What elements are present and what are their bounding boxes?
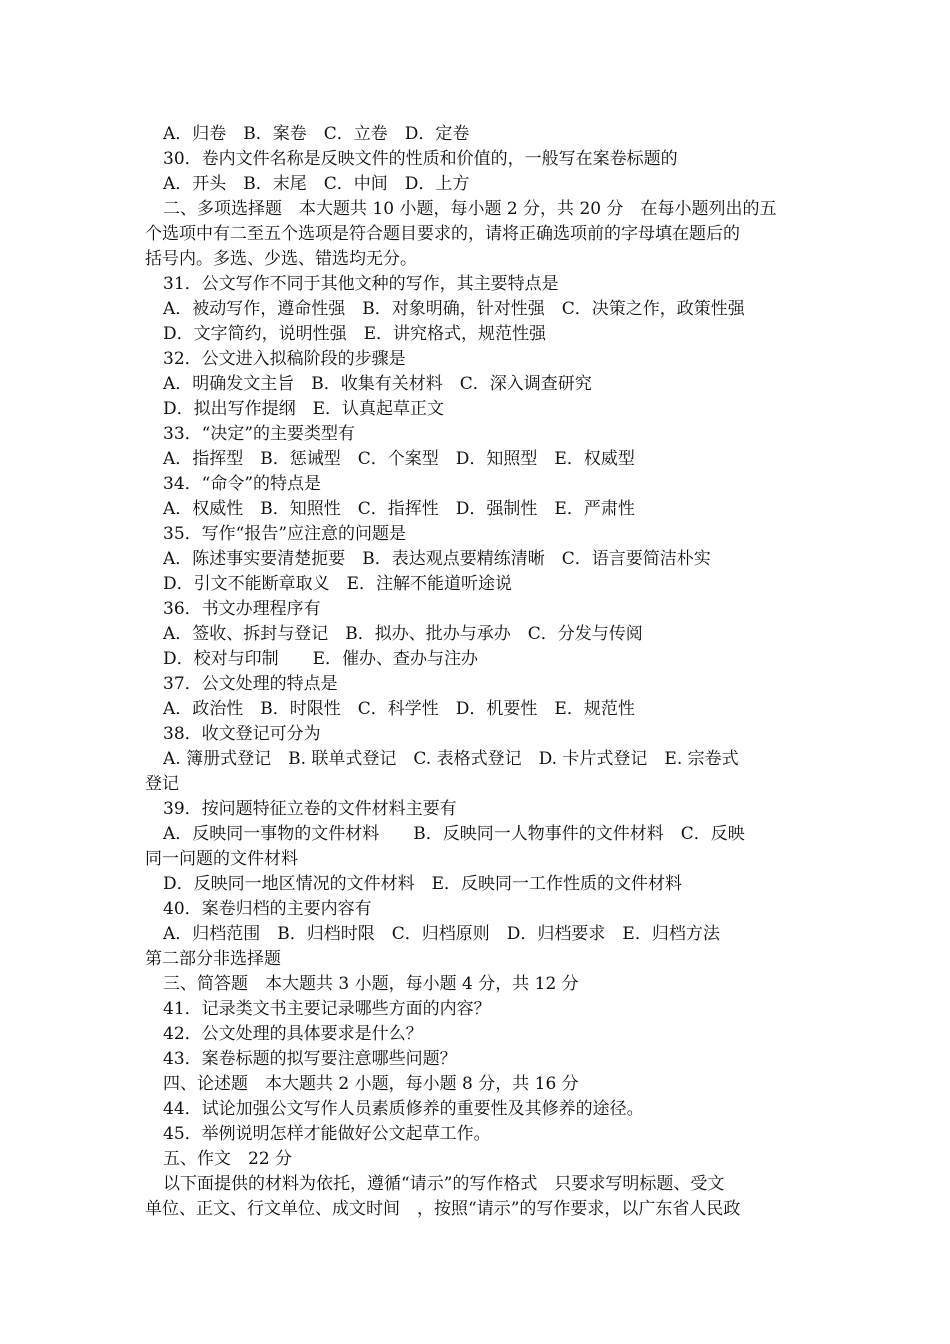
text-line: A．陈述事实要清楚扼要 B．表达观点要精练清晰 C．语言要简洁朴实 bbox=[163, 549, 711, 569]
text-line: D．引文不能断章取义 E．注解不能道听途说 bbox=[163, 574, 513, 594]
text-line: A. 簿册式登记 B. 联单式登记 C. 表格式登记 D. 卡片式登记 E. 宗卷式 bbox=[163, 749, 739, 769]
text-line: 32．公文进入拟稿阶段的步骤是 bbox=[163, 349, 406, 369]
text-line: 个选项中有二至五个选项是符合题目要求的，请将正确选项前的字母填在题后的 bbox=[145, 224, 740, 244]
text-line: A．反映同一事物的文件材料 B．反映同一人物事件的文件材料 C．反映 bbox=[163, 824, 745, 844]
text-line: 37．公文处理的特点是 bbox=[163, 674, 338, 694]
text-line: D．拟出写作提纲 E．认真起草正文 bbox=[163, 399, 445, 419]
text-line: 30．卷内文件名称是反映文件的性质和价值的，一般写在案卷标题的 bbox=[163, 149, 678, 169]
document-page bbox=[145, 122, 810, 1222]
text-line: A．归档范围 B．归档时限 C．归档原则 D．归档要求 E．归档方法 bbox=[163, 924, 720, 944]
text-line: A．权威性 B．知照性 C．指挥性 D．强制性 E．严肃性 bbox=[163, 499, 635, 519]
text-line: 以下面提供的材料为依托，遵循“请示”的写作格式 只要求写明标题、受文 bbox=[163, 1174, 725, 1194]
text-line: 四、论述题 本大题共 2 小题，每小题 8 分，共 16 分 bbox=[163, 1074, 579, 1094]
text-line: A．政治性 B．时限性 C．科学性 D．机要性 E．规范性 bbox=[163, 699, 635, 719]
text-line: A．明确发文主旨 B．收集有关材料 C．深入调查研究 bbox=[163, 374, 592, 394]
text-line: 38．收文登记可分为 bbox=[163, 724, 321, 744]
text-line: A．归卷 B．案卷 C．立卷 D．定卷 bbox=[163, 124, 470, 144]
text-line: 40．案卷归档的主要内容有 bbox=[163, 899, 372, 919]
text-line: 35．写作“报告”应注意的问题是 bbox=[163, 524, 407, 544]
text-line: 42．公文处理的具体要求是什么？ bbox=[163, 1024, 423, 1044]
text-line: A．签收、拆封与登记 B．拟办、批办与承办 C．分发与传阅 bbox=[163, 624, 643, 644]
text-line: 二、多项选择题 本大题共 10 小题，每小题 2 分，共 20 分 在每小题列出的五 bbox=[163, 199, 777, 219]
text-line: 同一问题的文件材料 bbox=[145, 849, 298, 869]
text-line: 44．试论加强公文写作人员素质修养的重要性及其修养的途径。 bbox=[163, 1099, 644, 1119]
text-line: 39．按问题特征立卷的文件材料主要有 bbox=[163, 799, 457, 819]
text-line: 三、简答题 本大题共 3 小题，每小题 4 分，共 12 分 bbox=[163, 974, 579, 994]
text-line: 45．举例说明怎样才能做好公文起草工作。 bbox=[163, 1124, 491, 1144]
text-line: D．文字简约，说明性强 E．讲究格式，规范性强 bbox=[163, 324, 547, 344]
text-line: 31．公文写作不同于其他文种的写作，其主要特点是 bbox=[163, 274, 559, 294]
text-line: 登记 bbox=[145, 774, 179, 794]
text-line: 43．案卷标题的拟写要注意哪些问题？ bbox=[163, 1049, 457, 1069]
text-line: 五、作文 22 分 bbox=[163, 1149, 293, 1169]
text-line: A．被动写作，遵命性强 B．对象明确，针对性强 C．决策之作，政策性强 bbox=[163, 299, 745, 319]
text-line: A．指挥型 B．惩诫型 C．个案型 D．知照型 E．权威型 bbox=[163, 449, 635, 469]
text-line: D．校对与印制 E．催办、查办与注办 bbox=[163, 649, 479, 669]
text-line: 34．“命令”的特点是 bbox=[163, 474, 322, 494]
text-line: 33．“决定”的主要类型有 bbox=[163, 424, 356, 444]
text-line: 第二部分非选择题 bbox=[145, 949, 281, 969]
text-line: 单位、正文、行文单位、成文时间 ，按照“请示”的写作要求，以广东省人民政 bbox=[145, 1199, 741, 1219]
text-line: 36．书文办理程序有 bbox=[163, 599, 321, 619]
text-line: D．反映同一地区情况的文件材料 E．反映同一工作性质的文件材料 bbox=[163, 874, 683, 894]
text-line: 41．记录类文书主要记录哪些方面的内容？ bbox=[163, 999, 491, 1019]
text-line: A．开头 B．末尾 C．中间 D．上方 bbox=[163, 174, 470, 194]
text-line: 括号内。多选、少选、错选均无分。 bbox=[145, 249, 417, 269]
